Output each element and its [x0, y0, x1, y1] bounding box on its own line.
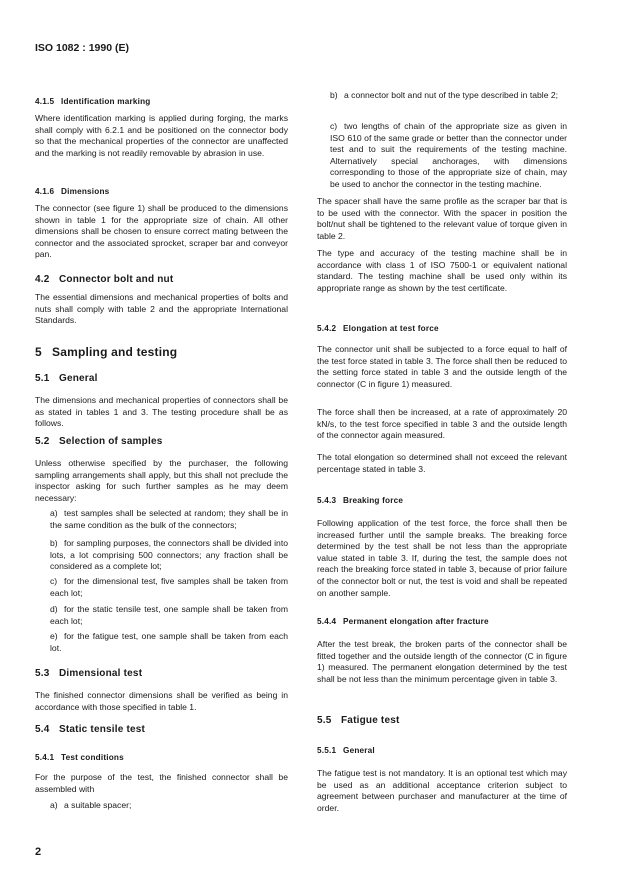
paragraph: The type and accuracy of the testing machine shall be in accordance with class 1 of ISO 7500-1 or equivalent national standard. The testing machine shall be used only within its appropriate range as shown by the test certificate.: [317, 248, 567, 293]
list-item: b) for sampling purposes, the connectors shall be divided into lots, a lot comprising 500 connectors; any fraction shall be considered as a complete lot;: [50, 538, 288, 572]
page-number: 2: [35, 846, 42, 858]
list-item: a) test samples shall be selected at random; they shall be in the same condition as the bulk of the connectors;: [50, 508, 288, 530]
paragraph: The force shall then be increased, at a rate of approximately 20 kN/s, to the test force specified in table 3 and the outside length of the connector again measured.: [317, 407, 567, 441]
list-item: c) for the dimensional test, five samples shall be taken from each lot;: [50, 576, 288, 598]
heading-5-4-2: 5.4.2 Elongation at test force: [317, 324, 439, 333]
heading-5-4: 5.4 Static tensile test: [35, 724, 146, 735]
heading-4-1-6: 4.1.6 Dimensions: [35, 187, 110, 196]
list-item: b) a connector bolt and nut of the type described in table 2;: [330, 90, 559, 100]
heading-5: 5 Sampling and testing: [35, 345, 178, 359]
paragraph: The dimensions and mechanical properties of connectors shall be as stated in tables 1 and 3. The testing procedure shall be as follows.: [35, 395, 288, 429]
paragraph: The total elongation so determined shall not exceed the relevant percentage stated in table 3.: [317, 452, 567, 474]
paragraph: The connector unit shall be subjected to a force equal to half of the test force stated in table 3. The force shall then be reduced to the setting force stated in table 3 and the outside length of the connector (C in figure 1) measured.: [317, 344, 567, 389]
paragraph: The connector (see figure 1) shall be produced to the dimensions shown in table 1 for the appropriate size of chain. All other dimensions shall be chosen to ensure correct mating between the connector and the associated sprocket, scraper bar and conveyor pan.: [35, 203, 288, 260]
heading-5-5: 5.5 Fatigue test: [317, 715, 400, 726]
heading-5-4-3: 5.4.3 Breaking force: [317, 496, 404, 505]
paragraph: The essential dimensions and mechanical properties of bolts and nuts shall comply with table 2 and the appropriate International Standards.: [35, 292, 288, 326]
heading-5-4-4: 5.4.4 Permanent elongation after fracture: [317, 617, 489, 626]
paragraph: After the test break, the broken parts of the connector shall be fitted together and the outside length of the connector (C in figure 1) measured. The permanent elongation determined by the test shall be not less than the minimum percentage given in table 3.: [317, 639, 567, 684]
paragraph: The fatigue test is not mandatory. It is an optional test which may be used as an additional acceptance criterion subject to agreement between purchaser and manufacturer at the time of order.: [317, 768, 567, 813]
paragraph: The spacer shall have the same profile as the scraper bar that is to be used with the connector. With the spacer in position the bolt/nut shall be tightened to the relevant value of torque given in table 2.: [317, 196, 567, 241]
paragraph: For the purpose of the test, the finished connector shall be assembled with: [35, 772, 288, 794]
heading-5-1: 5.1 General: [35, 373, 98, 384]
heading-5-4-1: 5.4.1 Test conditions: [35, 753, 124, 762]
heading-4-1-5: 4.1.5 Identification marking: [35, 97, 151, 106]
heading-5-5-1: 5.5.1 General: [317, 746, 375, 755]
paragraph: The finished connector dimensions shall be verified as being in accordance with those specified in table 1.: [35, 690, 288, 712]
list-item: e) for the fatigue test, one sample shall be taken from each lot.: [50, 631, 288, 653]
list-item: c) two lengths of chain of the appropriate size as given in ISO 610 of the same grade or better than the connector under test and to suit the requirements of the testing machine. Alternatively special anchorages, with dimensions corresponding to those of the appropriate size of chain, may be used to anchor the connector in the testing machine.: [330, 121, 567, 189]
list-item: a) a suitable spacer;: [50, 800, 132, 810]
paragraph: Following application of the test force, the force shall then be increased further until the sample breaks. The breaking force determined by the test shall be not less than the appropriate value stated in table 3. If, during the test, the sample does not reach the breaking force stated in table 3, because of prior failure of the connector bolt or nut, the test is void and shall be repeated on another sample.: [317, 518, 567, 598]
heading-5-3: 5.3 Dimensional test: [35, 668, 143, 679]
paragraph: Unless otherwise specified by the purchaser, the following sampling arrangements shall apply, but this shall not preclude the inspector asking for such further samples as he may deem necessary:: [35, 458, 288, 503]
list-item: d) for the static tensile test, one sample shall be taken from each lot;: [50, 604, 288, 626]
paragraph: Where identification marking is applied during forging, the marks shall comply with 6.2.1 and be positioned on the connector body so that the mechanical properties of the connector are unaffected and the marking is not readily removable by abrasion in use.: [35, 113, 288, 158]
heading-4-2: 4.2 Connector bolt and nut: [35, 274, 174, 285]
document-header: ISO 1082 : 1990 (E): [35, 42, 129, 54]
heading-5-2: 5.2 Selection of samples: [35, 436, 163, 447]
